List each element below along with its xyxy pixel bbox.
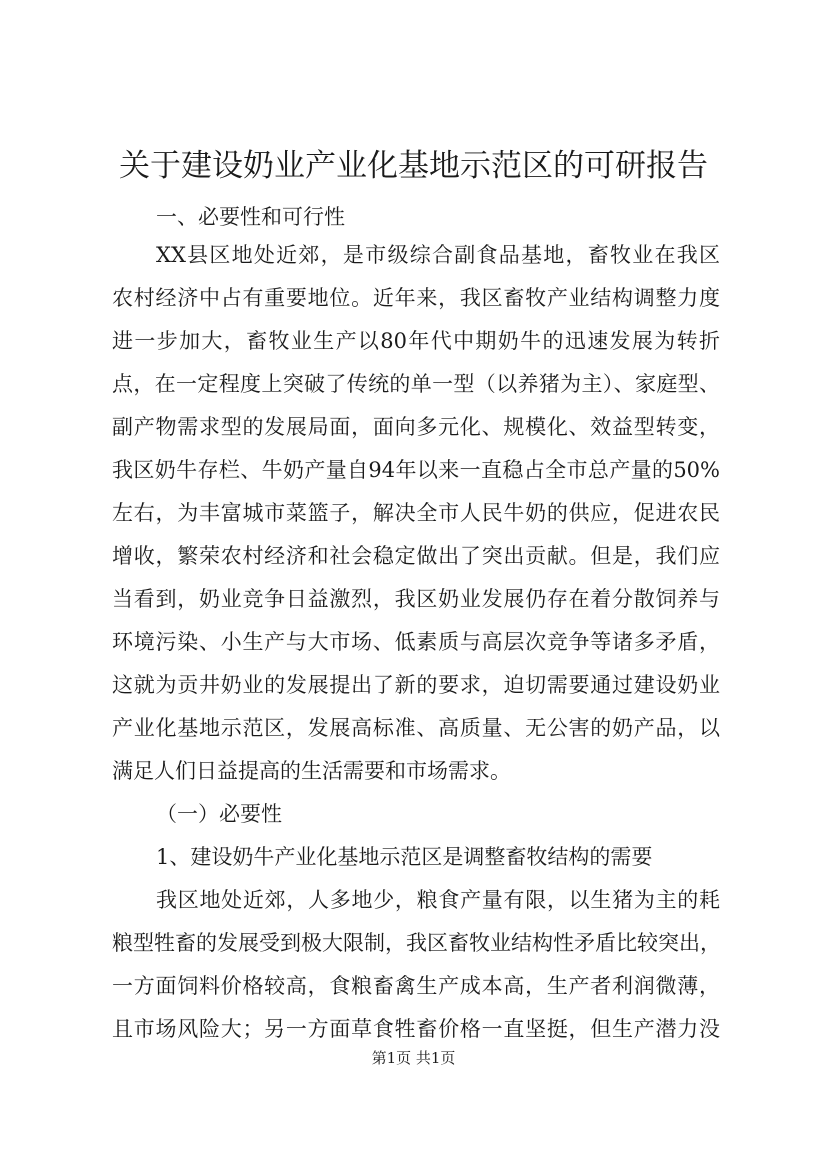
paragraph-line: 满足人们日益提高的生活需要和市场需求。 bbox=[112, 759, 511, 783]
paragraph-line: 一方面饲料价格较高，食粮畜禽生产成本高，生产者利润微薄， bbox=[112, 974, 720, 998]
paragraph-line: 进一步加大，畜牧业生产以80年代中期奶牛的迅速发展为转折 bbox=[112, 329, 720, 353]
paragraph-line: 产业化基地示范区，发展高标准、高质量、无公害的奶产品，以 bbox=[112, 716, 720, 740]
paragraph-line: 我区奶牛存栏、牛奶产量自94年以来一直稳占全市总产量的50% bbox=[112, 458, 720, 482]
item-heading-adjust-livestock-structure: 1、建设奶牛产业化基地示范区是调整畜牧结构的需要 bbox=[156, 845, 653, 869]
document-title: 关于建设奶业产业化基地示范区的可研报告 bbox=[119, 148, 708, 184]
paragraph-line: 这就为贡井奶业的发展提出了新的要求，迫切需要通过建设奶业 bbox=[112, 673, 720, 697]
paragraph-line: 农村经济中占有重要地位。近年来，我区畜牧产业结构调整力度 bbox=[112, 286, 720, 310]
paragraph-line: 当看到，奶业竞争日益激烈，我区奶业发展仍存在着分散饲养与 bbox=[112, 587, 720, 611]
page-footer: 第1页 共1页 bbox=[371, 1049, 456, 1067]
paragraph-line: 副产物需求型的发展局面，面向多元化、规模化、效益型转变， bbox=[112, 415, 720, 439]
section-heading-necessity-feasibility: 一、必要性和可行性 bbox=[156, 205, 345, 229]
paragraph-line: 环境污染、小生产与大市场、低素质与高层次竞争等诸多矛盾， bbox=[112, 630, 720, 654]
paragraph-line: 增收，繁荣农村经济和社会稳定做出了突出贡献。但是，我们应 bbox=[112, 544, 720, 568]
paragraph-line: 且市场风险大；另一方面草食牲畜价格一直坚挺，但生产潜力没 bbox=[112, 1017, 720, 1041]
paragraph-line: 左右，为丰富城市菜篮子，解决全市人民牛奶的供应，促进农民 bbox=[112, 501, 720, 525]
subsection-heading-necessity: （一）必要性 bbox=[156, 802, 282, 826]
paragraph-line: 点，在一定程度上突破了传统的单一型（以养猪为主）、家庭型、 bbox=[112, 372, 720, 396]
paragraph-line: 粮型牲畜的发展受到极大限制，我区畜牧业结构性矛盾比较突出， bbox=[112, 931, 721, 955]
paragraph-line: 我区地处近郊，人多地少，粮食产量有限，以生猪为主的耗 bbox=[156, 888, 720, 912]
paragraph-line: XX县区地处近郊，是市级综合副食品基地，畜牧业在我区 bbox=[156, 243, 720, 267]
